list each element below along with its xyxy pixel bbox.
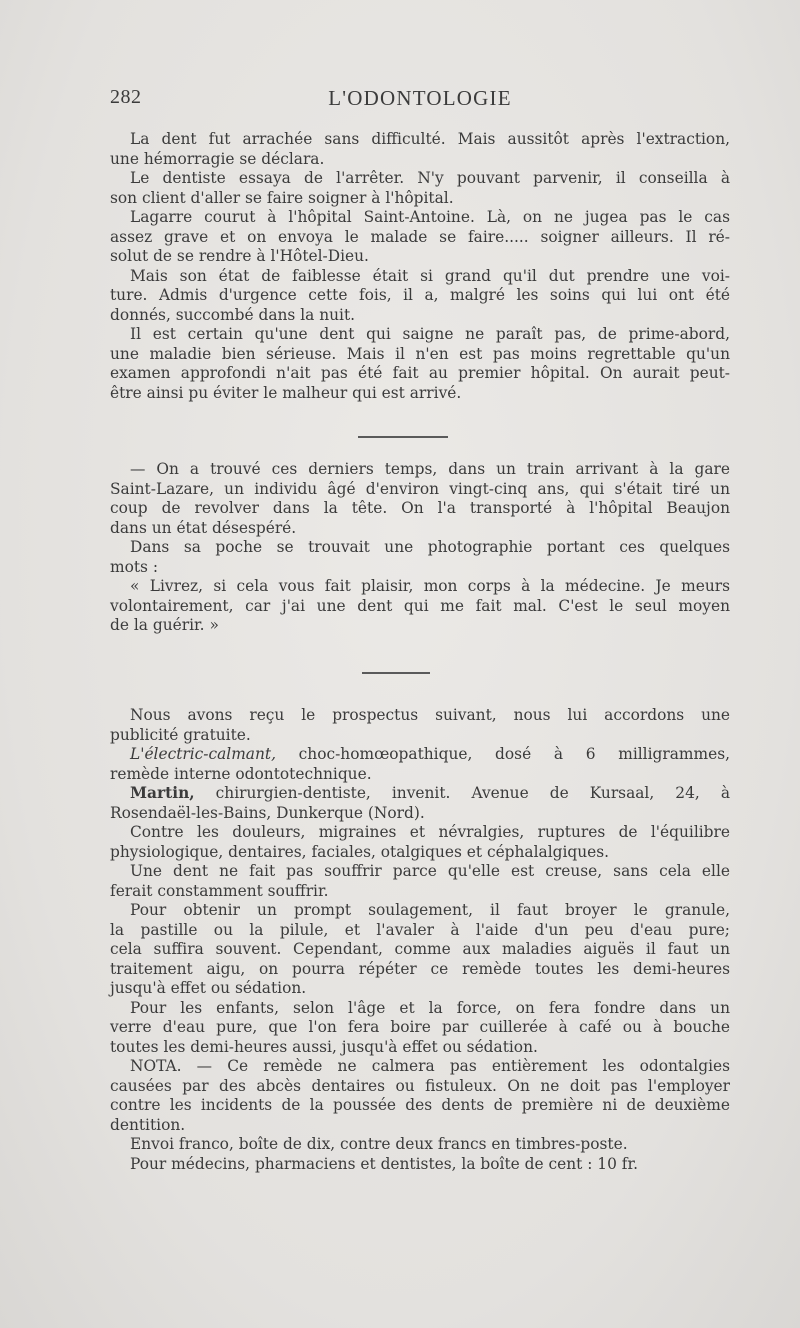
text-line: cela suffira souvent. Cependant, comme aux maladies aiguës il faut un [110,940,730,958]
text-line: Saint-Lazare, un individu âgé d'environ vingt-cinq ans, qui s'était tiré un [110,479,730,498]
text-line: Le dentiste essaya de l'arrêter. N'y pouvant parvenir, il conseilla à [130,169,730,187]
text-line: NOTA. — Ce remède ne calmera pas entièrement les odontalgies [130,1057,730,1075]
text-line: physiologique, dentaires, faciales, otalgiques et céphalalgiques. [110,842,610,861]
text-line: toutes les demi-heures aussi, jusqu'à effet ou sédation. [110,1037,538,1056]
text-line: contre les incidents de la poussée des dents de première ni de deuxième [110,1096,730,1114]
text-line: causées par des abcès dentaires ou fistuleux. On ne doit pas l'employer [110,1076,730,1095]
text-line: assez grave et on envoya le malade se faire..... soigner ailleurs. Il ré- [110,227,730,246]
inventor-name: Martin, [130,784,195,802]
text-line: Dans sa poche se trouvait une photographie portant ces quelques [130,538,730,556]
text-line: coup de revolver dans la tête. On l'a transporté à l'hôpital Beaujon [110,499,730,517]
text-line: verre d'eau pure, que l'on fera boire par cuillerée à café ou à bouche [110,1018,730,1036]
article-prospectus [110,706,730,1174]
text-line: de la guérir. » [110,616,219,634]
text-line: — On a trouvé ces derniers temps, dans un train arrivant à la gare [130,460,730,478]
text-line: Nous avons reçu le prospectus suivant, nous lui accordons une [130,706,730,724]
text-line: la pastille ou la pilule, et l'avaler à l'aide d'un peu d'eau pure; [110,920,730,939]
page-header [110,86,730,116]
text-line: examen approfondi n'ait pas été fait au premier hôpital. On aurait peut- [110,364,730,382]
text-line: Rosendaël-les-Bains, Dunkerque (Nord). [110,803,425,822]
text-line: mots : [110,557,159,576]
text-line: être ainsi pu éviter le malheur qui est arrivé. [110,383,462,402]
text-line: dans un état désespéré. [110,518,297,537]
text-line: « Livrez, si cela vous fait plaisir, mon corps à la médecine. Je meurs [130,577,730,595]
text-line: solut de se rendre à l'Hôtel-Dieu. [110,247,369,265]
text-line: Une dent ne fait pas souffrir parce qu'elle est creuse, sans cela elle [130,862,730,880]
text-line: Lagarre courut à l'hôpital Saint-Antoine. Là, on ne jugea pas le cas [130,208,730,226]
running-title: L'ODONTOLOGIE [328,86,512,110]
text-line: remède interne odontotechnique. [110,764,372,783]
text-line: ferait constamment souffrir. [110,881,329,900]
text-line: ture. Admis d'urgence cette fois, il a, malgré les soins qui lui ont été [110,286,730,304]
text-line: La dent fut arrachée sans difficulté. Mais aussitôt après l'extraction, [130,130,730,148]
inventor-line [110,784,730,804]
text-line: Pour les enfants, selon l'âge et la force, on fera fondre dans un [130,998,730,1017]
article-revolver [110,460,730,636]
text-line: donnés, succombé dans la nuit. [110,305,356,324]
text-line: Il est certain qu'une dent qui saigne ne paraît pas, de prime-abord, [130,325,730,343]
text-line: Envoi franco, boîte de dix, contre deux francs en timbres-poste. [130,1135,628,1153]
text-line: volontairement, car j'ai une dent qui me fait mal. C'est le seul moyen [110,596,730,615]
section-divider [362,672,430,674]
text-line: traitement aigu, on pourra répéter ce remède toutes les demi-heures [110,959,730,978]
product-description: choc-homœopathique, dosé à 6 milligrammes, [275,745,730,763]
text-line: publicité gratuite. [110,725,251,744]
text-line: Pour médecins, pharmaciens et dentistes, la boîte de cent : 10 fr. [130,1154,639,1173]
product-name: L'électric-calmant, [130,745,276,763]
text-line: Contre les douleurs, migraines et névralgies, ruptures de l'équilibre [130,823,730,841]
product-line [110,745,730,765]
text-line: son client d'aller se faire soigner à l'hôpital. [110,188,454,207]
section-divider [358,436,448,438]
text-line: dentition. [110,1115,186,1134]
text-line: jusqu'à effet ou sédation. [110,979,307,997]
text-line: Pour obtenir un prompt soulagement, il faut broyer le granule, [130,901,730,919]
text-line: une maladie bien sérieuse. Mais il n'en est pas moins regrettable qu'un [110,344,730,363]
article-hemorrhage [110,130,730,403]
text-line: une hémorragie se déclara. [110,149,325,168]
page-number: 282 [110,86,142,108]
inventor-address: chirurgien-dentiste, invenit. Avenue de Kursaal, 24, à [194,784,730,802]
text-line: Mais son état de faiblesse était si grand qu'il dut prendre une voi- [130,266,730,285]
